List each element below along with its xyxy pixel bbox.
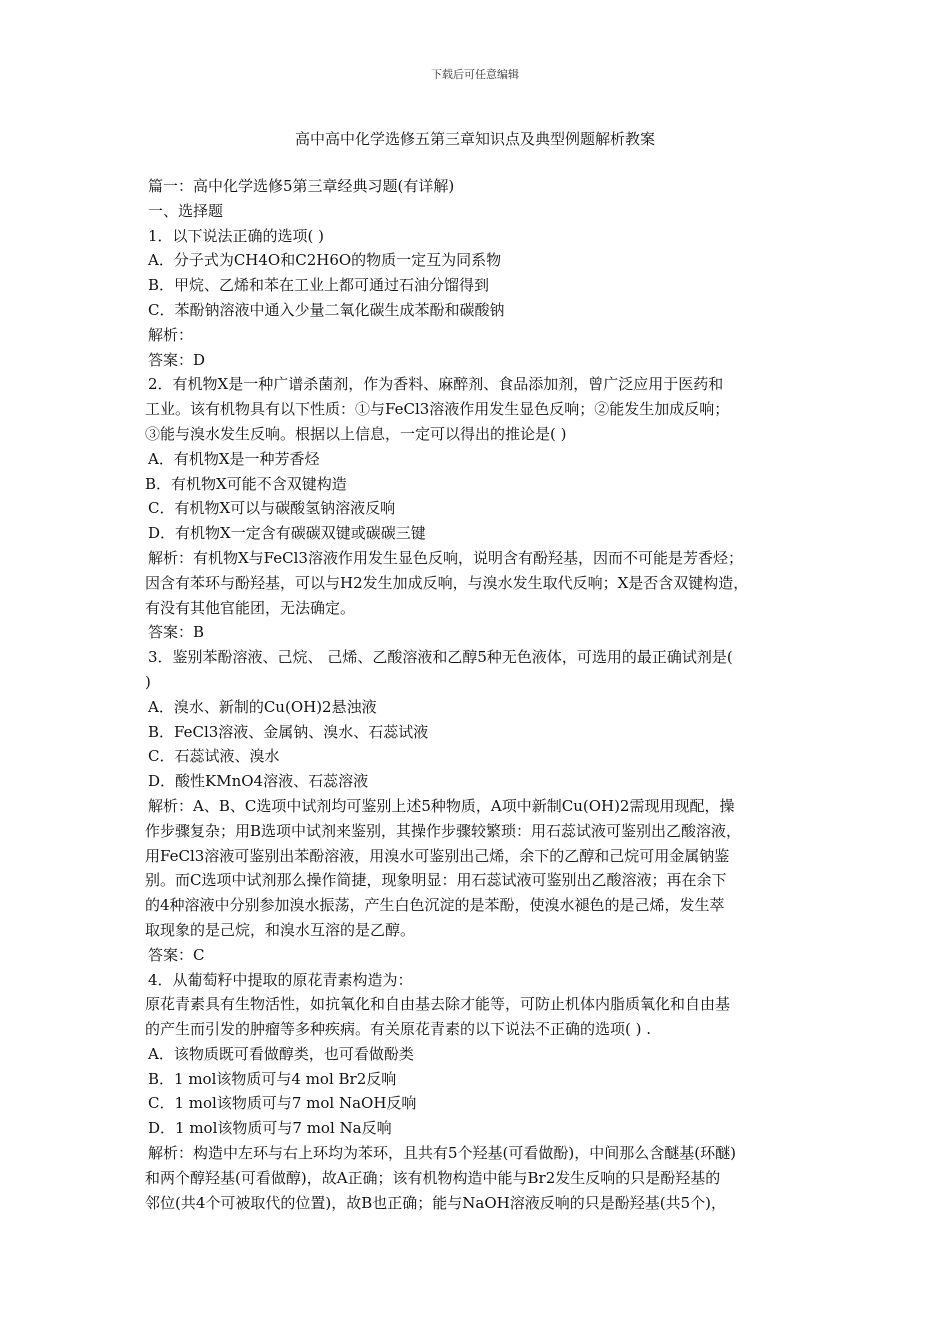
q4-option-b: B．1 mol该物质可与4 mol Br2反响 [148,1069,397,1088]
q4-option-d: D．1 mol该物质可与7 mol Na反响 [148,1119,392,1138]
question-4-line-3: 的产生而引发的肿瘤等多种疾病。有关原花青素的以下说法不正确的选项( ) . [145,1020,652,1039]
q2-answer: 答案：B [148,623,205,642]
q1-option-b: B．甲烷、乙烯和苯在工业上都可通过石油分馏得到 [148,276,490,295]
q1-option-c: C．苯酚钠溶液中通入少量二氧化碳生成苯酚和碳酸钠 [148,300,505,319]
q2-option-b: B．有机物X可能不含双键构造 [145,474,347,493]
q2-option-c: C．有机物X可以与碳酸氢钠溶液反响 [148,499,396,518]
page-header: 下载后可任意编辑 [431,68,519,81]
q4-analysis-line-3: 邻位(共4个可被取代的位置)，故B也正确；能与NaOH溶液反响的只是酚羟基(共5个)， [145,1193,726,1212]
question-4-line-1: 4．从葡萄籽中提取的原花青素构造为： [148,970,413,989]
question-2-line-2: 工业。该有机物具有以下性质：①与FeCl3溶液作用发生显色反响；②能发生加成反响； [145,400,730,419]
question-2-line-3: ③能与溴水发生反响。根据以上信息，一定可以得出的推论是( ) [145,424,567,443]
question-2-line-1: 2．有机物X是一种广谱杀菌剂，作为香料、麻醉剂、食品添加剂，曾广泛应用于医药和 [148,375,724,394]
question-3-line-2: ) [145,672,151,691]
q3-answer: 答案：C [148,945,205,964]
section-heading: 篇一：高中化学选修5第三章经典习题(有详解) [148,177,455,195]
q2-option-d: D．有机物X一定含有碳碳双键或碳碳三键 [148,524,426,543]
document-body [145,174,811,1215]
q3-analysis-line-4: 别。而C选项中试剂那么操作简捷，现象明显：用石蕊试液可鉴别出乙酸溶液；再在余下 [145,871,727,890]
q1-answer: 答案：D [148,350,206,369]
q2-analysis-line-3: 有没有其他官能团，无法确定。 [145,598,356,617]
subsection-heading: 一、选择题 [148,201,224,220]
q2-analysis-line-2: 因含有苯环与酚羟基，可以与H2发生加成反响，与溴水发生取代反响；X是否含双键构造， [145,573,749,592]
question-3-line-1: 3．鉴别苯酚溶液、己烷、 己烯、乙酸溶液和乙醇5种无色液体，可选用的最正确试剂是( [148,648,733,667]
q3-analysis-line-3: 用FeCl3溶液可鉴别出苯酚溶液，用溴水可鉴别出己烯，余下的乙醇和己烷可用金属钠鉴 [145,846,730,865]
q3-analysis-line-6: 取现象的是己烷，和溴水互溶的是乙醇。 [145,920,416,939]
q3-analysis-line-2: 作步骤复杂；用B选项中试剂来鉴别，其操作步骤较繁琐：用石蕊试液可鉴别出乙酸溶液， [145,821,742,840]
q3-option-a: A．溴水、新制的Cu(OH)2悬浊液 [148,697,377,716]
q4-option-a: A．该物质既可看做醇类，也可看做酚类 [148,1044,414,1063]
q1-analysis: 解析： [148,325,194,344]
q4-analysis-line-2: 和两个醇羟基(可看做醇)，故A正确；该有机物构造中能与Br2发生反响的只是酚羟基的 [145,1168,721,1187]
q3-option-b: B．FeCl3溶液、金属钠、溴水、石蕊试液 [148,722,429,741]
question-4-line-2: 原花青素具有生物活性，如抗氧化和自由基去除才能等，可防止机体内脂质氧化和自由基 [145,995,731,1014]
q3-analysis-line-1: 解析：A、B、C选项中试剂均可鉴别上述5种物质，A项中新制Cu(OH)2需现用现配，操 [148,796,735,815]
q1-option-a: A．分子式为CH4O和C2H6O的物质一定互为同系物 [148,251,502,270]
q4-analysis-line-1: 解析：构造中左环与右上环均为苯环，且共有5个羟基(可看做酚)，中间那么含醚基(环醚) [148,1144,736,1163]
q2-analysis-line-1: 解析：有机物X与FeCl3溶液作用发生显色反响，说明含有酚羟基，因而不可能是芳香烃； [148,548,743,567]
q3-analysis-line-5: 的4种溶液中分别参加溴水振荡，产生白色沉淀的是苯酚，使溴水褪色的是己烯，发生萃 [145,896,725,915]
document-title: 高中高中化学选修五第三章知识点及典型例题解析教案 [294,130,655,148]
q4-option-c: C．1 mol该物质可与7 mol NaOH反响 [148,1094,417,1113]
q3-option-d: D．酸性KMnO4溶液、石蕊溶液 [148,772,369,791]
q3-option-c: C．石蕊试液、溴水 [148,747,280,766]
question-1: 1．以下说法正确的选项( ) [148,226,325,245]
q2-option-a: A．有机物X是一种芳香烃 [148,449,320,468]
